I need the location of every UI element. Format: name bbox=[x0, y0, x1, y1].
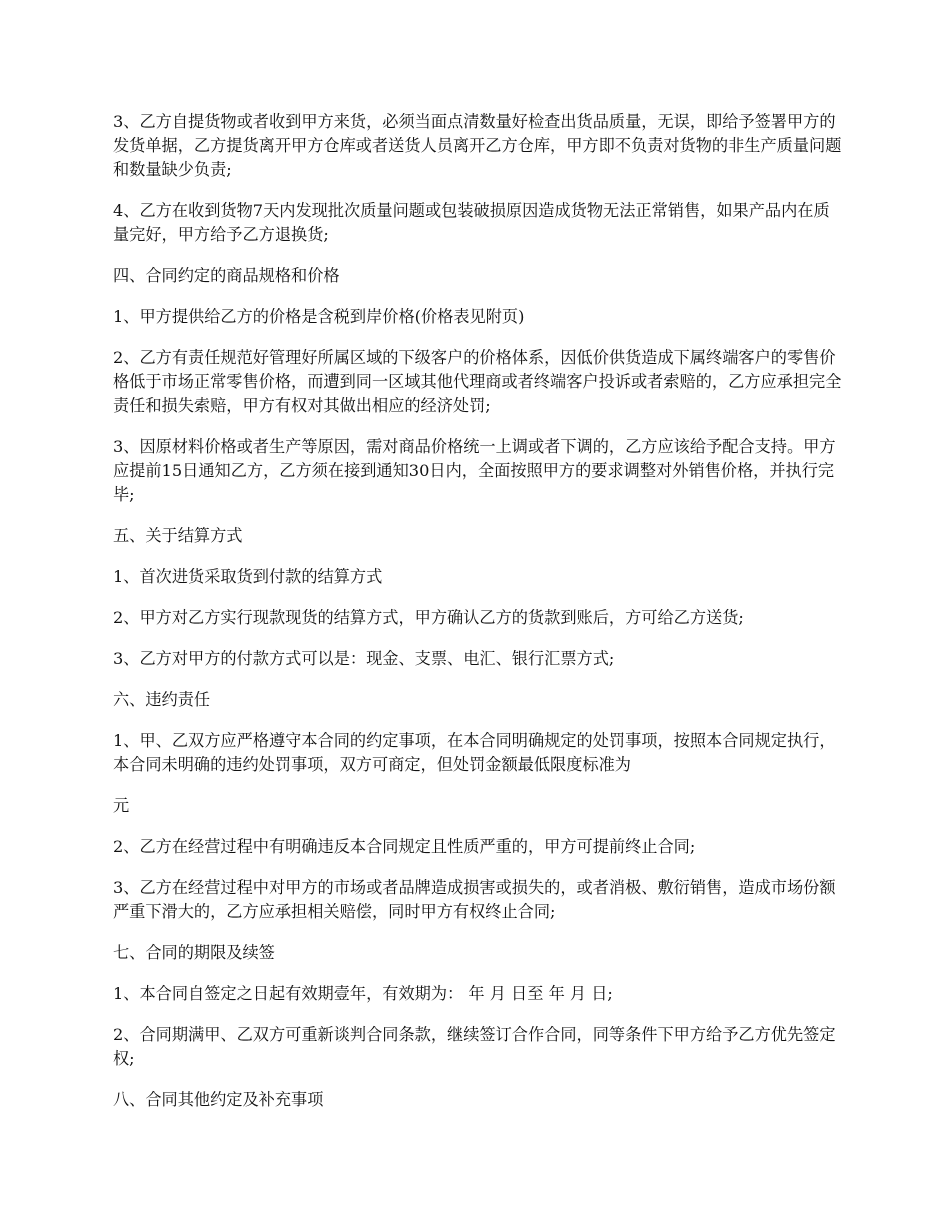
section-heading-4: 四、合同约定的商品规格和价格 bbox=[113, 266, 340, 285]
document-body bbox=[113, 110, 843, 1129]
clause-2-cash-settlement: 2、甲方对乙方实行现款现货的结算方式，甲方确认乙方的货款到账后，方可给乙方送货; bbox=[113, 608, 744, 627]
clause-3-payment-methods: 3、乙方对甲方的付款方式可以是：现金、支票、电汇、银行汇票方式; bbox=[113, 649, 615, 668]
clause-2-termination: 2、乙方在经营过程中有明确违反本合同规定且性质严重的，甲方可提前终止合同; bbox=[113, 837, 696, 856]
clause-3-price-adjust: 3、因原材料价格或者生产等原因，需对商品价格统一上调或者下调的，乙方应该给予配合支持。甲方应提前15日通知乙方，乙方须在接到通知30日内，全面按照甲方的要求调整对外销售价格，并执行完毕; bbox=[113, 437, 836, 504]
clause-3-damages: 3、乙方在经营过程中对甲方的市场或者品牌造成损害或损失的，或者消极、敷衍销售，造成市场份额严重下滑大的，乙方应承担相关赔偿，同时甲方有权终止合同; bbox=[113, 878, 836, 921]
clause-4-quality-return: 4、乙方在收到货物7天内发现批次质量问题或包装破损原因造成货物无法正常销售，如果产品内在质量完好，甲方给予乙方退换货; bbox=[113, 201, 830, 244]
section-heading-7: 七、合同的期限及续签 bbox=[113, 943, 275, 962]
clause-1-breach-unit: 元 bbox=[113, 796, 130, 815]
clause-1-breach: 1、甲、乙双方应严格遵守本合同的约定事项，在本合同明确规定的处罚事项，按照本合同规定执行，本合同未明确的违约处罚事项，双方可商定，但处罚金额最低限度标准为 bbox=[113, 731, 836, 774]
section-heading-5: 五、关于结算方式 bbox=[113, 526, 243, 545]
clause-2-renewal: 2、合同期满甲、乙双方可重新谈判合同条款，继续签订合作合同，同等条件下甲方给予乙方优先签定权; bbox=[113, 1025, 836, 1068]
clause-3-self-pickup: 3、乙方自提货物或者收到甲方来货，必须当面点清数量好检查出货品质量，无误，即给予签署甲方的发货单据，乙方提货离开甲方仓库或者送货人员离开乙方仓库，甲方即不负责对货物的非生产质量问题和数量缺少负责; bbox=[113, 112, 842, 179]
section-heading-6: 六、违约责任 bbox=[113, 690, 211, 709]
clause-1-term: 1、本合同自签定之日起有效期壹年，有效期为： 年 月 日至 年 月 日; bbox=[113, 984, 613, 1003]
clause-2-price-system: 2、乙方有责任规范好管理好所属区域的下级客户的价格体系，因低价供货造成下属终端客户的零售价格低于市场正常零售价格，而遭到同一区域其他代理商或者终端客户投诉或者索赔的，乙方应承担完全责任和损失索赔，甲方有权对其做出相应的经济处罚; bbox=[113, 348, 842, 415]
clause-1-price: 1、甲方提供给乙方的价格是含税到岸价格(价格表见附页) bbox=[113, 307, 525, 326]
clause-1-first-order: 1、首次进货采取货到付款的结算方式 bbox=[113, 567, 383, 586]
section-heading-8: 八、合同其他约定及补充事项 bbox=[113, 1090, 324, 1109]
